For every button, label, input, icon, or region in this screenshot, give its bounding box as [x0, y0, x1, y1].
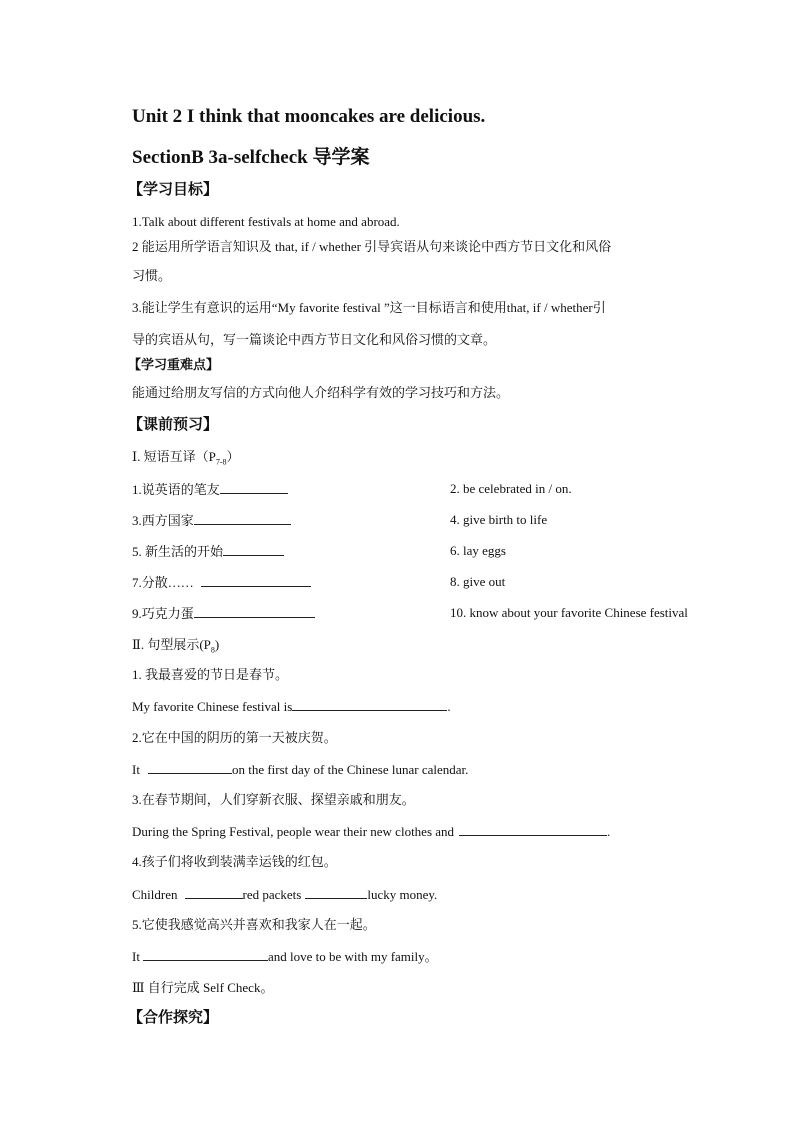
answer-blank[interactable]	[185, 886, 243, 899]
goal-item: 导的宾语从句，写一篇谈论中西方节日文化和风俗习惯的文章。	[132, 332, 497, 347]
phrase-row: 3.西方国家 4. give birth to life	[132, 512, 548, 528]
answer-blank[interactable]	[292, 698, 447, 711]
phrase-row: 5. 新生活的开始 6. lay eggs	[132, 543, 506, 559]
answer-blank[interactable]	[148, 761, 232, 774]
goal-item: 3.能让学生有意识的运用“My favorite festival ”这一目标语言和使用that, if / whether引	[132, 300, 606, 315]
sentence-en: Children red packets lucky money.	[132, 887, 438, 902]
section-subtitle: SectionB 3a-selfcheck 导学案	[132, 147, 370, 168]
part1-label: Ⅰ. 短语互译$(P_{7-8})$	[132, 449, 240, 467]
difficulty-heading: 【学习重难点】	[128, 357, 220, 372]
difficulty-text: 能通过给朋友写信的方式向他人介绍科学有效的学习技巧和方法。	[132, 385, 510, 400]
part3-instruction: Ⅲ 自行完成 Self Check。	[132, 980, 274, 995]
goal-item: 1.Talk about different festivals at home and abroad.	[132, 214, 400, 229]
sentence-cn: 5.它使我感觉高兴并喜欢和我家人在一起。	[132, 917, 376, 932]
part2-label: Ⅱ. 句型展示$(P_8)$	[132, 637, 220, 655]
sentence-cn: 4.孩子们将收到装满幸运钱的红包。	[132, 854, 337, 869]
answer-blank[interactable]	[459, 823, 607, 836]
answer-blank[interactable]	[194, 512, 291, 525]
goal-item: 2 能运用所学语言知识及 that, if / whether 引导宾语从句来谈论中西方节日文化和风俗	[132, 239, 612, 254]
answer-blank[interactable]	[305, 886, 367, 899]
sentence-en: During the Spring Festival, people wear their new clothes and .	[132, 824, 611, 839]
phrase-row: 1.说英语的笔友 2. be celebrated in / on.	[132, 481, 572, 497]
sentence-cn: 2.它在中国的阴历的第一天被庆贺。	[132, 730, 337, 745]
phrase-row: 9.巧克力蛋 10. know about your favorite Chinese festival	[132, 605, 688, 621]
sentence-en: My favorite Chinese festival is .	[132, 699, 451, 714]
goal-item: 习惯。	[132, 268, 172, 283]
preview-heading: 【课前预习】	[128, 417, 219, 433]
sentence-cn: 1. 我最喜爱的节日是春节。	[132, 667, 289, 682]
unit-title: Unit 2 I think that mooncakes are delicious.	[132, 106, 486, 127]
answer-blank[interactable]	[223, 543, 284, 556]
goals-heading: 【学习目标】	[128, 182, 219, 198]
cooperate-heading: 【合作探究】	[128, 1010, 219, 1026]
sentence-cn: 3.在春节期间，人们穿新衣服、探望亲戚和朋友。	[132, 792, 415, 807]
sentence-en: It and love to be with my family。	[132, 949, 438, 964]
answer-blank[interactable]	[220, 481, 288, 494]
answer-blank[interactable]	[143, 948, 268, 961]
sentence-en: It on the first day of the Chinese lunar calendar.	[132, 762, 469, 777]
answer-blank[interactable]	[201, 574, 311, 587]
phrase-row: 7.分散…… 8. give out	[132, 574, 506, 590]
answer-blank[interactable]	[194, 605, 315, 618]
